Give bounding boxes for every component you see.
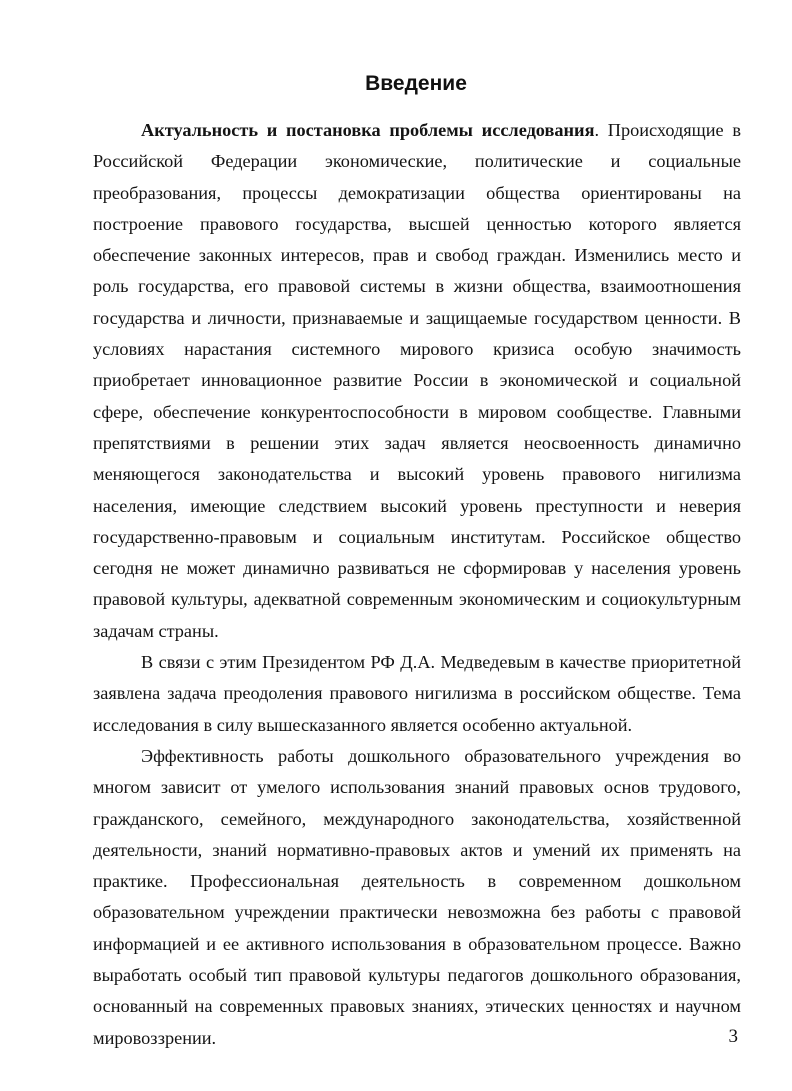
page-number: 3	[728, 1026, 738, 1047]
paragraph-text: . Происходящие в Российской Федерации экономические, политические и социальные преобразования, процессы демократизации общества ориентированы на построение правового государства, высшей ценностью которого является обеспечение законных интересов, прав и свобод граждан. Изменились место и роль государства, его правовой системы в жизни общества, взаимоотношения государства и личности, признаваемые и защищаемые государством ценности. В условиях нарастания системного мирового кризиса особую значимость приобретает инновационное развитие России в экономической и социальной сфере, обеспечение конкурентоспособности в мировом сообществе. Главными препятствиями в решении этих задач является неосвоенность динамично меняющегося законодательства и высокий уровень правового нигилизма населения, имеющие следствием высокий уровень преступности и неверия государственно-правовым и социальным институтам. Российское общество сегодня не может динамично развиваться не сформировав у населения уровень правовой культуры, адекватной современным экономическим и социокультурным задачам страны.	[93, 120, 741, 641]
paragraph-efficiency: Эффективность работы дошкольного образовательного учреждения во многом зависит от умелого использования знаний правовых основ трудового, гражданского, семейного, международного законодательства, хозяйственной деятельности, знаний нормативно-правовых актов и умений их применять на практике. Профессиональная деятельность в современном дошкольном образовательном учреждении практически невозможна без работы с правовой информацией и ее активного использования в образовательном процессе. Важно выработать особый тип правовой культуры педагогов дошкольного образования, основанный на современных правовых знаниях, этических ценностях и научном мировоззрении.	[93, 745, 741, 1048]
document-body	[93, 115, 741, 1054]
paragraph-president: В связи с этим Президентом РФ Д.А. Медведевым в качестве приоритетной заявлена задача преодоления правового нигилизма в российском обществе. Тема исследования в силу вышесказанного является особенно актуальной.	[93, 652, 741, 735]
paragraph-relevance	[93, 115, 741, 647]
page-title: Введение	[365, 72, 467, 95]
paragraph-lead: Актуальность и постановка проблемы исследования	[141, 120, 595, 140]
